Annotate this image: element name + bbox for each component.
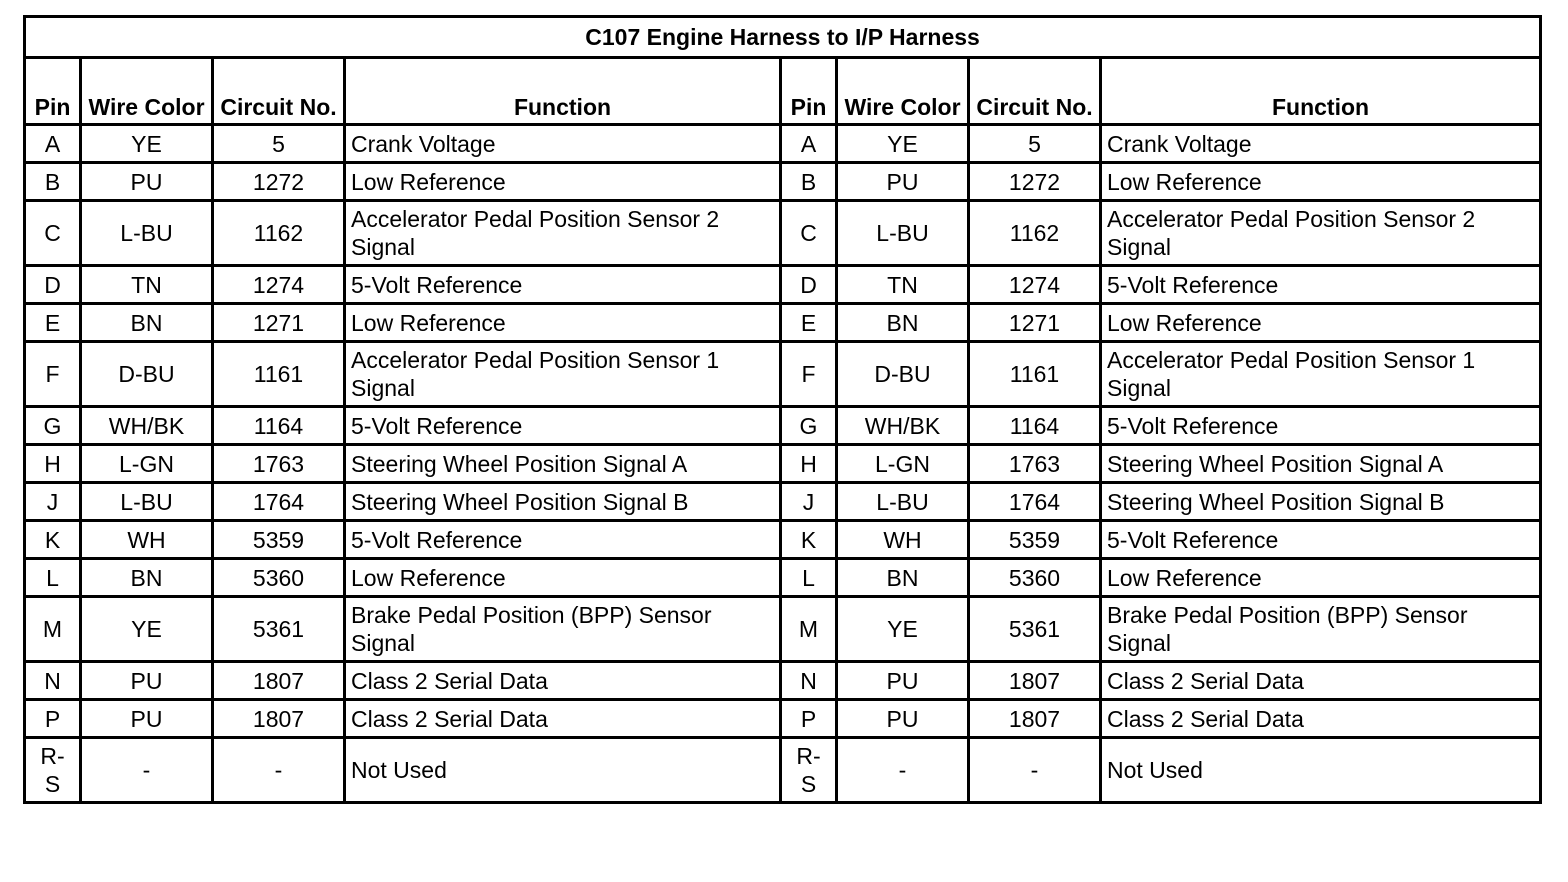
function-cell-right: Crank Voltage [1101, 125, 1541, 163]
wire-color-cell-right: D-BU [837, 342, 969, 407]
wire-color-cell-left: D-BU [81, 342, 213, 407]
wire-color-cell-right: BN [837, 304, 969, 342]
table-row [25, 342, 1541, 407]
function-cell-left: Accelerator Pedal Position Sensor 2 Signal [345, 201, 781, 266]
wire-color-cell-right: L-GN [837, 445, 969, 483]
table-row [25, 483, 1541, 521]
table-row [25, 201, 1541, 266]
circuit-no-cell-left: - [213, 738, 345, 803]
function-cell-left: Class 2 Serial Data [345, 700, 781, 738]
pin-cell-left: D [25, 266, 81, 304]
circuit-no-cell-right: 1807 [969, 700, 1101, 738]
function-cell-left: Crank Voltage [345, 125, 781, 163]
circuit-no-cell-left: 1162 [213, 201, 345, 266]
wire-color-cell-right: WH/BK [837, 407, 969, 445]
function-cell-right: Steering Wheel Position Signal A [1101, 445, 1541, 483]
function-cell-right: Accelerator Pedal Position Sensor 2 Signal [1101, 201, 1541, 266]
function-cell-left: Low Reference [345, 163, 781, 201]
pin-cell-left: M [25, 597, 81, 662]
pin-cell-left: F [25, 342, 81, 407]
header-row [25, 58, 1541, 125]
function-cell-left: Not Used [345, 738, 781, 803]
header-wire-color-left: Wire Color [81, 58, 213, 125]
table-row [25, 521, 1541, 559]
pin-cell-left: J [25, 483, 81, 521]
table-row [25, 597, 1541, 662]
function-cell-left: 5-Volt Reference [345, 407, 781, 445]
circuit-no-cell-left: 1763 [213, 445, 345, 483]
function-cell-right: Low Reference [1101, 163, 1541, 201]
pin-cell-right: P [781, 700, 837, 738]
pin-cell-right: D [781, 266, 837, 304]
table-row [25, 559, 1541, 597]
circuit-no-cell-left: 1164 [213, 407, 345, 445]
function-cell-left: Steering Wheel Position Signal A [345, 445, 781, 483]
function-cell-left: Steering Wheel Position Signal B [345, 483, 781, 521]
circuit-no-cell-left: 5361 [213, 597, 345, 662]
pin-cell-right: F [781, 342, 837, 407]
pin-cell-left: L [25, 559, 81, 597]
function-cell-left: 5-Volt Reference [345, 521, 781, 559]
pin-cell-right: C [781, 201, 837, 266]
circuit-no-cell-right: 1272 [969, 163, 1101, 201]
table-row [25, 266, 1541, 304]
table-row [25, 407, 1541, 445]
function-cell-right: Class 2 Serial Data [1101, 700, 1541, 738]
circuit-no-cell-left: 5 [213, 125, 345, 163]
pin-cell-left: H [25, 445, 81, 483]
pin-cell-left: A [25, 125, 81, 163]
pin-cell-left: B [25, 163, 81, 201]
function-cell-right: Low Reference [1101, 304, 1541, 342]
pin-cell-right: A [781, 125, 837, 163]
wire-color-cell-right: PU [837, 700, 969, 738]
function-cell-left: Brake Pedal Position (BPP) Sensor Signal [345, 597, 781, 662]
pin-cell-left: E [25, 304, 81, 342]
header-function-left: Function [345, 58, 781, 125]
function-cell-left: Class 2 Serial Data [345, 662, 781, 700]
function-cell-right: Steering Wheel Position Signal B [1101, 483, 1541, 521]
wire-color-cell-left: BN [81, 304, 213, 342]
wire-color-cell-left: BN [81, 559, 213, 597]
pin-cell-right: J [781, 483, 837, 521]
wire-color-cell-left: L-BU [81, 483, 213, 521]
wire-color-cell-right: PU [837, 662, 969, 700]
function-cell-left: Accelerator Pedal Position Sensor 1 Signal [345, 342, 781, 407]
function-cell-left: Low Reference [345, 559, 781, 597]
wire-color-cell-right: PU [837, 163, 969, 201]
pin-cell-right: B [781, 163, 837, 201]
circuit-no-cell-left: 1764 [213, 483, 345, 521]
function-cell-right: 5-Volt Reference [1101, 407, 1541, 445]
circuit-no-cell-left: 1807 [213, 662, 345, 700]
wire-color-cell-right: WH [837, 521, 969, 559]
wire-color-cell-left: PU [81, 700, 213, 738]
table-row [25, 304, 1541, 342]
table-row [25, 163, 1541, 201]
header-function-right: Function [1101, 58, 1541, 125]
function-cell-right: Accelerator Pedal Position Sensor 1 Signal [1101, 342, 1541, 407]
table-title: C107 Engine Harness to I/P Harness [25, 17, 1541, 58]
wire-color-cell-right: L-BU [837, 201, 969, 266]
circuit-no-cell-right: 5359 [969, 521, 1101, 559]
header-wire-color-right: Wire Color [837, 58, 969, 125]
wire-color-cell-left: PU [81, 662, 213, 700]
pin-cell-right: N [781, 662, 837, 700]
circuit-no-cell-left: 1807 [213, 700, 345, 738]
header-pin-right: Pin [781, 58, 837, 125]
circuit-no-cell-right: 1764 [969, 483, 1101, 521]
header-circuit-no-left: Circuit No. [213, 58, 345, 125]
header-pin-left: Pin [25, 58, 81, 125]
wire-color-cell-left: - [81, 738, 213, 803]
wire-color-cell-left: YE [81, 125, 213, 163]
circuit-no-cell-right: 5360 [969, 559, 1101, 597]
wire-color-cell-right: YE [837, 597, 969, 662]
wire-color-cell-left: TN [81, 266, 213, 304]
circuit-no-cell-right: 1807 [969, 662, 1101, 700]
table-row [25, 445, 1541, 483]
circuit-no-cell-left: 5359 [213, 521, 345, 559]
connector-table [23, 15, 1542, 804]
circuit-no-cell-left: 5360 [213, 559, 345, 597]
table-row [25, 700, 1541, 738]
wire-color-cell-right: L-BU [837, 483, 969, 521]
function-cell-right: Class 2 Serial Data [1101, 662, 1541, 700]
table-row [25, 738, 1541, 803]
wire-color-cell-left: L-GN [81, 445, 213, 483]
function-cell-right: Low Reference [1101, 559, 1541, 597]
pin-cell-left: P [25, 700, 81, 738]
wire-color-cell-right: - [837, 738, 969, 803]
wire-color-cell-left: WH [81, 521, 213, 559]
function-cell-right: Not Used [1101, 738, 1541, 803]
pin-cell-left: C [25, 201, 81, 266]
table-body [25, 125, 1541, 803]
wire-color-cell-left: L-BU [81, 201, 213, 266]
wire-color-cell-right: YE [837, 125, 969, 163]
pin-cell-right: K [781, 521, 837, 559]
circuit-no-cell-right: 1274 [969, 266, 1101, 304]
wire-color-cell-left: WH/BK [81, 407, 213, 445]
circuit-no-cell-left: 1272 [213, 163, 345, 201]
wire-color-cell-right: TN [837, 266, 969, 304]
pin-cell-right: G [781, 407, 837, 445]
function-cell-left: 5-Volt Reference [345, 266, 781, 304]
pin-cell-left: N [25, 662, 81, 700]
pin-cell-right: E [781, 304, 837, 342]
pin-cell-right: H [781, 445, 837, 483]
circuit-no-cell-right: 1763 [969, 445, 1101, 483]
function-cell-left: Low Reference [345, 304, 781, 342]
circuit-no-cell-right: 5361 [969, 597, 1101, 662]
header-circuit-no-right: Circuit No. [969, 58, 1101, 125]
function-cell-right: 5-Volt Reference [1101, 266, 1541, 304]
pin-cell-right: R- S [781, 738, 837, 803]
circuit-no-cell-right: 1161 [969, 342, 1101, 407]
circuit-no-cell-right: 1271 [969, 304, 1101, 342]
wire-color-cell-left: YE [81, 597, 213, 662]
wire-color-cell-right: BN [837, 559, 969, 597]
circuit-no-cell-right: - [969, 738, 1101, 803]
circuit-no-cell-right: 5 [969, 125, 1101, 163]
pin-cell-right: M [781, 597, 837, 662]
pin-cell-right: L [781, 559, 837, 597]
pin-cell-left: K [25, 521, 81, 559]
circuit-no-cell-right: 1162 [969, 201, 1101, 266]
pin-cell-left: R- S [25, 738, 81, 803]
function-cell-right: Brake Pedal Position (BPP) Sensor Signal [1101, 597, 1541, 662]
circuit-no-cell-left: 1161 [213, 342, 345, 407]
circuit-no-cell-right: 1164 [969, 407, 1101, 445]
wire-color-cell-left: PU [81, 163, 213, 201]
function-cell-right: 5-Volt Reference [1101, 521, 1541, 559]
table-row [25, 125, 1541, 163]
circuit-no-cell-left: 1274 [213, 266, 345, 304]
pin-cell-left: G [25, 407, 81, 445]
circuit-no-cell-left: 1271 [213, 304, 345, 342]
table-row [25, 662, 1541, 700]
